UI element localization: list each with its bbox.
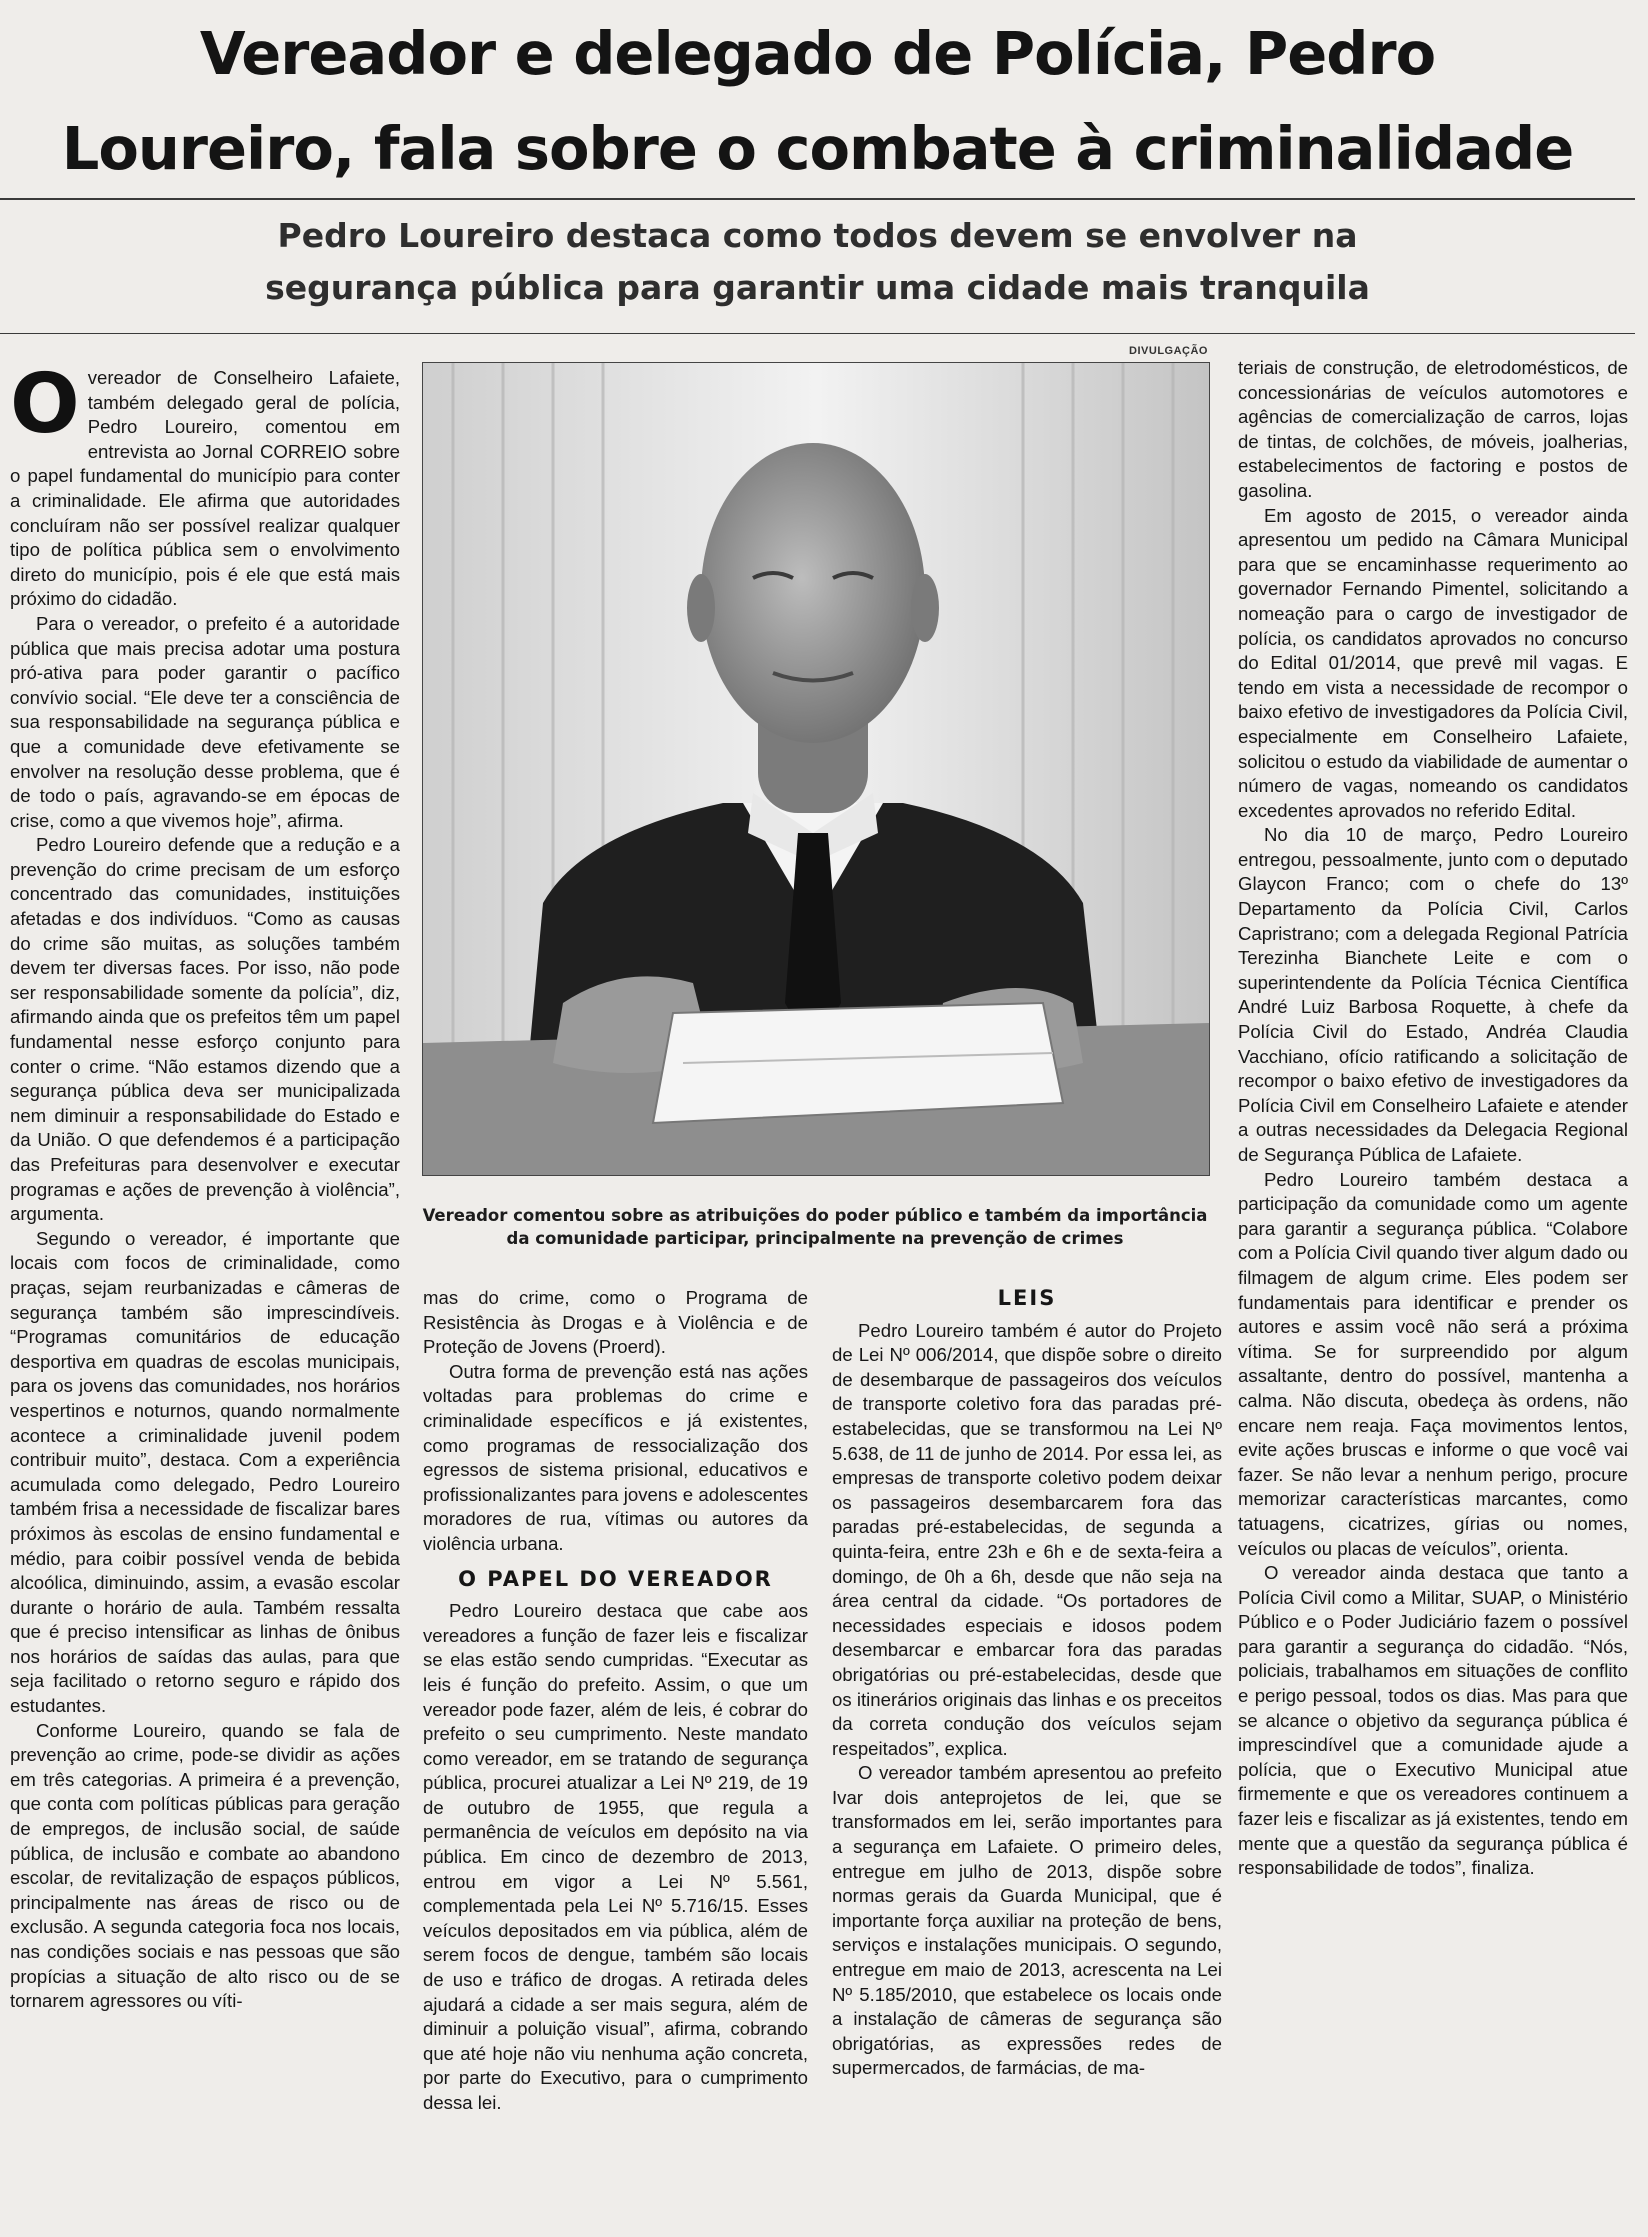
subhead-line-1: Pedro Loureiro destaca como todos devem se envolver na (277, 216, 1358, 255)
headline (0, 6, 1635, 196)
paragraph: Segundo o vereador, é importante que locais com focos de criminalidade, como praças, sejam reurbanizadas e câmeras de segurança também são imprescindíveis. “Programas comunitários de educação desportiva em quadras de escolas municipais, para os jovens das comunidades, nos horários vespertinos e noturnos, quando normalmente acontece a criminalidade juvenil podem contribuir muito”, destaca. Com a experiência acumulada como delegado, Pedro Loureiro também frisa a necessidade de fiscalizar bares próximos às escolas de ensino fundamental e médio, para coibir possível venda de bebida alcoólica, diminuindo, assim, a evasão escolar durante o horário de aula. Também ressalta que é preciso intensificar as linhas de ônibus nos horários de saídas das aulas, para que seja facilitado o retorno seguro e rápido dos estudantes. (10, 1227, 400, 1717)
paragraph: Para o vereador, o prefeito é a autoridade pública que mais precisa adotar uma postura pró-ativa para poder garantir o pacífico convívio social. “Ele deve ter a consciência de sua responsabilidade na segurança pública e que a comunidade deve efetivamente se envolver na resolução desse problema, que é de todo o país, agravando-se em épocas de crise, como a que vivemos hoje”, afirma. (10, 612, 400, 831)
subheadline (0, 210, 1635, 314)
paragraph: mas do crime, como o Programa de Resistência às Drogas e à Violência e de Proteção de Jovens (Proerd). (423, 1287, 808, 1358)
paragraph: O vereador também apresentou ao prefeito Ivar dois anteprojetos de lei, que se transformados em lei, serão importantes para a segurança em Lafaiete. O primeiro deles, entregue em julho de 2013, dispõe sobre normas gerais da Guarda Municipal, que é importante força auxiliar na proteção de bens, serviços e instalações municipais. O segundo, entregue em maio de 2013, acrescenta na Lei Nº 5.185/2010, que estabelece os locais onde a instalação de câmeras de segurança são obrigatórias, as expressões redes de supermercados, de farmácias, de ma- (832, 1762, 1222, 2079)
photo (422, 362, 1210, 1176)
article-column-2 (423, 1286, 808, 2116)
paragraph-text: vereador de Conselheiro Lafaiete, também delegado geral de polícia, Pedro Loureiro, comentou em entrevista ao Jornal CORREIO sobre o papel fundamental do município para conter a criminalidade. Ele afirma que autoridades concluíram não ser possível realizar qualquer tipo de política pública sem o envolvimento direto do município, pois é ele que está mais próximo do cidadão. (10, 367, 400, 610)
paragraph: Em agosto de 2015, o vereador ainda apresentou um pedido na Câmara Municipal para que se encaminhasse requerimento ao governador Fernando Pimentel, solicitando a nomeação para o cargo de investigador de polícia, os candidatos aprovados no concurso do Edital 01/2014, que prevê mil vagas. E tendo em vista a necessidade de recompor o baixo efetivo de investigadores da Polícia Civil, especialmente em Conselheiro Lafaiete, solicitou o estudo da viabilidade de aumentar o número de vagas, nomeando os candidatos excedentes aprovados no referido Edital. (1238, 504, 1628, 821)
caption-line-1: Vereador comentou sobre as atribuições do poder público e também da importância (422, 1206, 1208, 1225)
article-column-3 (832, 1286, 1222, 2081)
headline-line-2: Loureiro, fala sobre o combate à criminalidade (61, 114, 1574, 183)
paragraph: No dia 10 de março, Pedro Loureiro entregou, pessoalmente, junto com o deputado Glaycon Franco; com o chefe do 13º Departamento da Polícia Civil, Carlos Capristrano; com a delegada Regional Patrícia Terezinha Bianchete Leite e com o superintendente da Polícia Técnica Científica André Luiz Barbosa Roquette, à chefe da Polícia Civil do Estado, Andréa Claudia Vacchiano, ofício ratificando a solicitação de recompor o baixo efetivo de investigadores da Polícia Civil em Conselheiro Lafaiete e atender a outras necessidades da Delegacia Regional de Segurança Pública de Lafaiete. (1238, 824, 1628, 1165)
paragraph: Outra forma de prevenção está nas ações voltadas para problemas do crime e criminalidade específicos e já existentes, como programas de ressocialização dos egressos de sistema prisional, educativos e profissionalizantes para jovens e adolescentes moradores de rua, vítimas ou autores da violência urbana. (423, 1360, 808, 1554)
subhead-line-2: segurança pública para garantir uma cidade mais tranquila (265, 268, 1370, 307)
paragraph (10, 357, 400, 612)
caption-line-2: da comunidade participar, principalmente na prevenção de crimes (506, 1229, 1124, 1248)
section-heading-papel-do-vereador: O PAPEL DO VEREADOR (458, 1566, 773, 1591)
paragraph: teriais de construção, de eletrodomésticos, de concessionárias de veículos automotores e agências de comercialização de carros, lojas de tintas, de colchões, de móveis, joalherias, estabelecimentos de factoring e postos de gasolina. (1238, 357, 1628, 501)
drop-cap: O (10, 357, 80, 452)
photo-caption (422, 1204, 1208, 1250)
paragraph: O vereador ainda destaca que tanto a Polícia Civil como a Militar, SUAP, o Ministério Público e o Poder Judiciário fazem o possível para garantir a segurança do cidadão. “Nós, policiais, trabalhamos em situações de conflito e perigo pessoal, todos os dias. Mas para que se alcance o objetivo da segurança pública é imprescindível que a comunidade ajude a polícia, que o Executivo Municipal atue firmemente e que os vereadores continuem a fazer leis e fiscalizar as já existentes, tendo em mente que a questão da segurança pública é responsabilidade de todos”, finaliza. (1238, 1562, 1628, 1879)
paragraph: Pedro Loureiro também destaca a participação da comunidade como um agente para garantir a segurança pública. “Colabore com a Polícia Civil quando tiver algum dado ou filmagem de algum crime. Eles podem ser fundamentais para identificar e prender os autores e assim você não será a próxima vítima. Se for surpreendido por algum assaltante, dentro do possível, mantenha a calma. Não discuta, obedeça às ordens, não encare nem reaja. Faça movimentos lentos, evite ações bruscas e informe o que você vai fazer. Se não levar a nenhum perigo, procure memorizar características marcantes, como tatuagens, cicatrizes, gírias ou nomes, veículos ou placas de veículos”, orienta. (1238, 1168, 1628, 1559)
paragraph: Conforme Loureiro, quando se fala de prevenção ao crime, pode-se dividir as ações em três categorias. A primeira é a prevenção, que conta com políticas públicas para geração de empregos, de inclusão social, de saúde pública, de inclusão e combate ao abandono escolar, de revitalização de espaços públicos, principalmente nas áreas de risco ou de exclusão. A segunda categoria foca nos locais, nas condições sociais e nas pessoas que são propícias a situação de alto risco ou de se tornarem agressores ou víti- (10, 1719, 400, 2012)
article-column-4 (1238, 356, 1628, 1881)
portrait-illustration (423, 363, 1209, 1175)
section-heading-leis: LEIS (997, 1286, 1057, 1310)
article-column-1 (10, 357, 400, 2014)
headline-line-1: Vereador e delegado de Polícia, Pedro (199, 19, 1436, 88)
rule-top (0, 198, 1635, 200)
photo-credit: DIVULGAÇÃO (1129, 345, 1208, 357)
paragraph: Pedro Loureiro destaca que cabe aos vereadores a função de fazer leis e fiscalizar se elas estão sendo cumpridas. “Executar as leis é função do prefeito. Assim, o que um vereador pode fazer, além de leis, é cobrar do prefeito o seu cumprimento. Neste mandato como vereador, em se tratando de segurança pública, procurei atualizar a Lei Nº 219, de 19 de outubro de 1955, que regula a permanência de veículos em depósito na via pública. Em cinco de dezembro de 2013, entrou em vigor a Lei Nº 5.561, complementada pela Lei Nº 5.716/15. Esses veículos depositados em via pública, além de serem focos de dengue, também são locais de uso e tráfico de drogas. A retirada deles ajudará a cidade a ser mais segura, além de diminuir a poluição visual”, afirma, cobrando que até hoje não viu nenhuma ação concreta, por parte do Executivo, para o cumprimento dessa lei. (423, 1600, 808, 2113)
paragraph: Pedro Loureiro defende que a redução e a prevenção do crime precisam de um esforço concentrado das comunidades, instituições afetadas e dos indivíduos. “Como as causas do crime são muitas, as soluções também devem ter diversas faces. Por isso, não pode ser responsabilidade somente da polícia”, diz, afirmando ainda que os prefeitos têm um papel fundamental nesse esforço conjunto para conter o crime. “Não estamos dizendo que a segurança pública deva ser municipalizada nem diminuir a responsabilidade do Estado e da União. O que defendemos é a participação das Prefeituras para desenvolver e executar programas e ações de prevenção à violência”, argumenta. (10, 834, 400, 1225)
rule-sub (0, 333, 1635, 334)
paragraph: Pedro Loureiro também é autor do Projeto de Lei Nº 006/2014, que dispõe sobre o direito de desembarque de passageiros dos veículos de transporte coletivo fora das paradas pré-estabelecidas, que se transformou na Lei Nº 5.638, de 11 de junho de 2014. Por essa lei, as empresas de transporte coletivo podem deixar os passageiros desembarcarem fora das paradas pré-estabelecidas, de segunda a quinta-feira, entre 23h e 6h e de sexta-feira a domingo, de 0h a 6h, desde que não seja na área central da cidade. “Os portadores de necessidades especiais e idosos podem desembarcar e embarcar fora das paradas obrigatórias ou pré-estabelecidas, desde que os itinerários originais das linhas e os preceitos da correta condução dos veículos sejam respeitados”, explica. (832, 1319, 1222, 1759)
